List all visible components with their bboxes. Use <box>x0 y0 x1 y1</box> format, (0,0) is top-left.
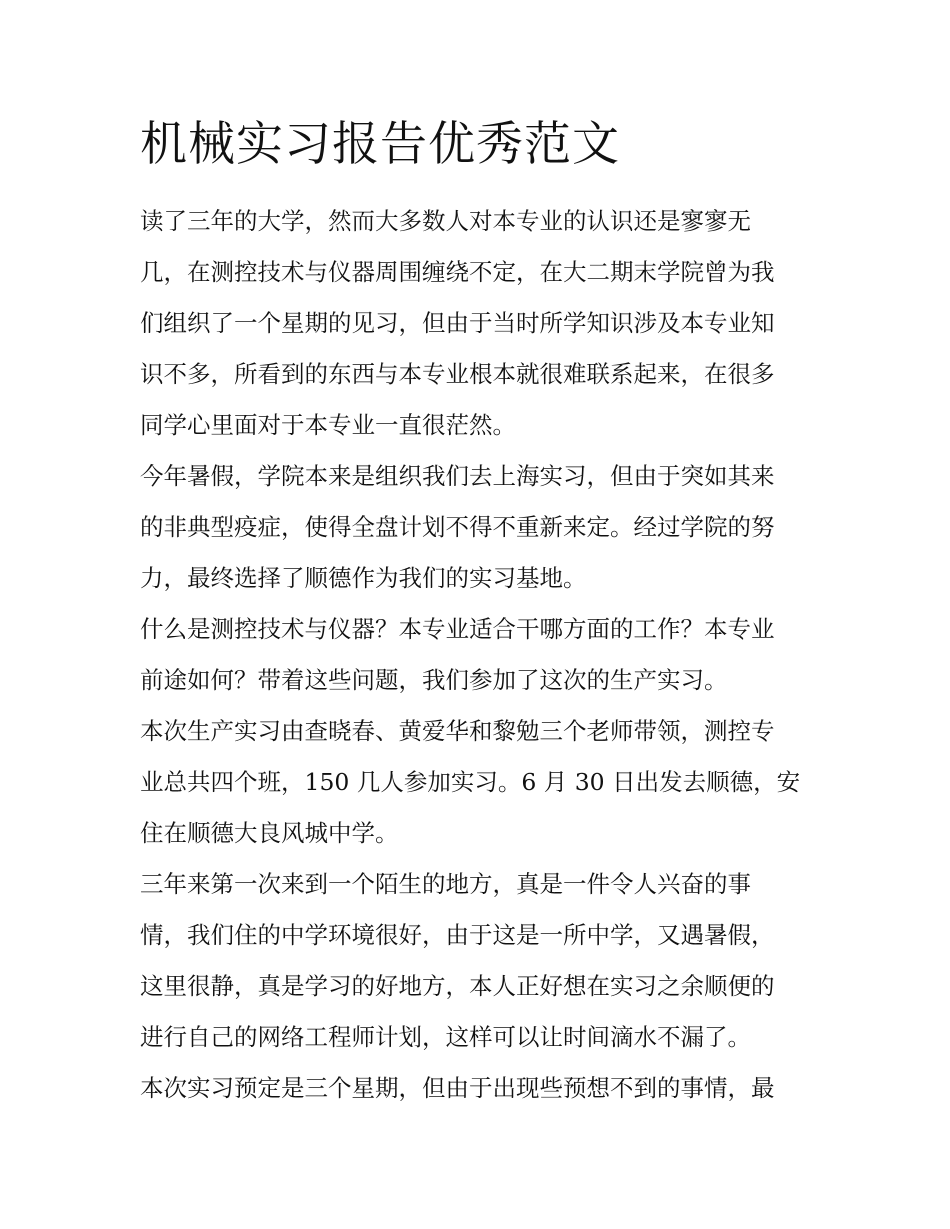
text-line: 这里很静，真是学习的好地方，本人正好想在实习之余顺便的 <box>140 972 775 1000</box>
text-line: 们组织了一个星期的见习，但由于当时所学知识涉及本专业知 <box>140 309 775 337</box>
text-line: 进行自己的网络工程师计划，这样可以让时间滴水不漏了。 <box>140 1023 751 1051</box>
text-line: 情，我们住的中学环境很好，由于这是一所中学，又遇暑假， <box>140 921 775 949</box>
paragraph <box>140 451 820 604</box>
document-body <box>140 196 820 1114</box>
text-line: 本次生产实习由查晓春、黄爱华和黎勉三个老师带领，测控专 <box>140 717 775 745</box>
paragraph <box>140 859 820 1063</box>
text-line: 今年暑假，学院本来是组织我们去上海实习，但由于突如其来 <box>140 462 775 490</box>
text-line: 业总共四个班，150 几人参加实习。6 月 30 日出发去顺德，安 <box>140 768 801 796</box>
text-line: 本次实习预定是三个星期，但由于出现些预想不到的事情，最 <box>140 1074 775 1102</box>
text-line: 住在顺德大良风城中学。 <box>140 819 399 847</box>
text-line: 读了三年的大学，然而大多数人对本专业的认识还是寥寥无 <box>140 207 751 235</box>
paragraph <box>140 1063 820 1114</box>
text-line: 三年来第一次来到一个陌生的地方，真是一件令人兴奋的事 <box>140 870 751 898</box>
document-title: 机械实习报告优秀范文 <box>140 117 620 172</box>
paragraph <box>140 706 820 859</box>
text-line: 几，在测控技术与仪器周围缠绕不定，在大二期末学院曾为我 <box>140 258 775 286</box>
paragraph <box>140 604 820 706</box>
text-line: 同学心里面对于本专业一直很茫然。 <box>140 411 516 439</box>
text-line: 的非典型疫症，使得全盘计划不得不重新来定。经过学院的努 <box>140 513 775 541</box>
paragraph <box>140 196 820 451</box>
text-line: 力，最终选择了顺德作为我们的实习基地。 <box>140 564 587 592</box>
text-line: 识不多，所看到的东西与本专业根本就很难联系起来，在很多 <box>140 360 775 388</box>
text-line: 前途如何？带着这些问题，我们参加了这次的生产实习。 <box>140 666 728 694</box>
text-line: 什么是测控技术与仪器？本专业适合干哪方面的工作？本专业 <box>140 615 775 643</box>
